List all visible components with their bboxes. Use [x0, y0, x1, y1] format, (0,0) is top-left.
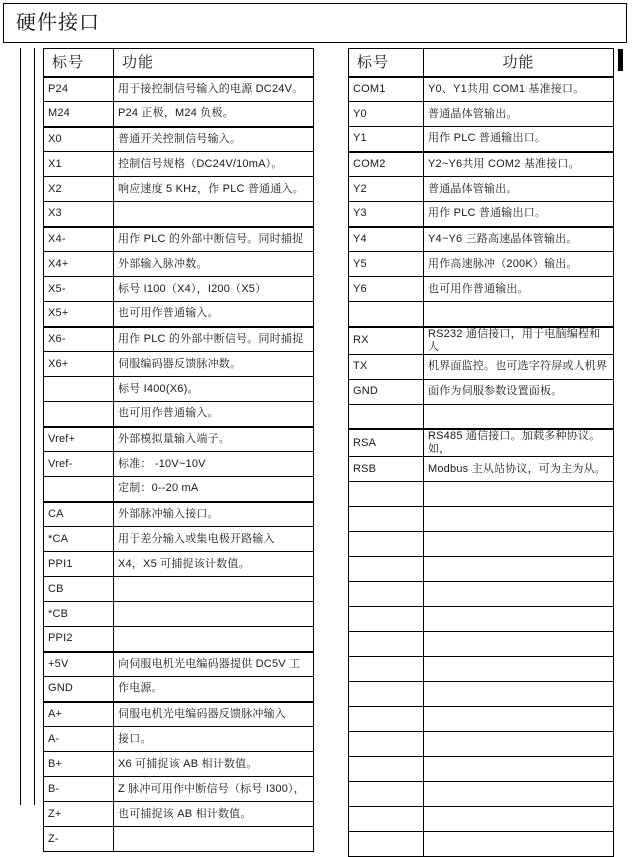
cell-function: P24 正极，M24 负极。: [114, 102, 314, 127]
cell-code: X4+: [44, 252, 114, 277]
cell-function: 面作为伺服参数设置面板。: [424, 379, 614, 404]
cell-code: *CA: [44, 527, 114, 552]
table-row: [349, 832, 614, 857]
cell-code: [44, 402, 114, 427]
cell-function: [424, 557, 614, 582]
table-row: [349, 807, 614, 832]
cell-function: 也可用作普通输入。: [114, 402, 314, 427]
cell-function: 用作 PLC 的外部中断信号。同时捕捉: [114, 327, 314, 352]
cell-code: COM1: [349, 77, 424, 102]
cell-function: Y2~Y6共用 COM2 基准接口。: [424, 152, 614, 177]
table-row: [44, 277, 314, 302]
page-left-rule-inner: [34, 48, 35, 805]
cell-function: 普通晶体管输出。: [424, 102, 614, 127]
cell-function: 伺服编码器反馈脉冲数。: [114, 352, 314, 377]
cell-code: X6+: [44, 352, 114, 377]
cell-code: [349, 782, 424, 807]
table-row: [44, 152, 314, 177]
table-row: [349, 277, 614, 302]
table-row: [349, 77, 614, 102]
cell-code: [349, 582, 424, 607]
table-row: [349, 607, 614, 632]
table-row: [349, 657, 614, 682]
cell-code: RSA: [349, 429, 424, 457]
cell-code: A+: [44, 702, 114, 727]
cell-code: [349, 732, 424, 757]
cell-code: [349, 404, 424, 429]
cell-function: [424, 482, 614, 507]
cell-function: 用作 PLC 普通输出口。: [424, 127, 614, 152]
column-header-code: 标号: [349, 49, 424, 77]
column-header-code: 标号: [44, 49, 114, 77]
cell-code: COM2: [349, 152, 424, 177]
table-row: [349, 757, 614, 782]
table-row: [44, 777, 314, 802]
cell-function: [114, 577, 314, 602]
cell-function: 控制信号规格（DC24V/10mA）。: [114, 152, 314, 177]
cell-code: A-: [44, 727, 114, 752]
table-row: [349, 482, 614, 507]
cell-function: 外部模拟量输入端子。: [114, 427, 314, 452]
table-row: [349, 379, 614, 404]
table-row: [349, 152, 614, 177]
table-row: [44, 727, 314, 752]
cell-function: [424, 507, 614, 532]
table-row: [349, 127, 614, 152]
table-row: [349, 252, 614, 277]
table-row: [349, 429, 614, 457]
cell-code: GND: [44, 677, 114, 702]
cell-code: [349, 532, 424, 557]
cell-code: X4-: [44, 227, 114, 252]
table-row: [349, 227, 614, 252]
cell-function: 外部输入脉冲数。: [114, 252, 314, 277]
table-row: [44, 702, 314, 727]
table-row: [44, 477, 314, 502]
table-row: [44, 652, 314, 677]
cell-code: X5+: [44, 302, 114, 327]
cell-function: 用于差分输入或集电极开路输入: [114, 527, 314, 552]
table-row: [44, 252, 314, 277]
cell-code: [44, 477, 114, 502]
cell-function: X6 可捕捉该 AB 相计数值。: [114, 752, 314, 777]
table-row: [44, 577, 314, 602]
cell-code: [349, 757, 424, 782]
cell-function: 用作 PLC 的外部中断信号。同时捕捉: [114, 227, 314, 252]
cell-function: 机界面监控。也可选字符屏或人机界: [424, 354, 614, 379]
table-row: [44, 127, 314, 152]
cell-function: [424, 532, 614, 557]
cell-function: Y4~Y6 三路高速晶体管输出。: [424, 227, 614, 252]
cell-code: X1: [44, 152, 114, 177]
cell-code: X5-: [44, 277, 114, 302]
cell-function: [424, 657, 614, 682]
table-row: [349, 327, 614, 355]
cell-function: [424, 404, 614, 429]
table-row: [44, 402, 314, 427]
cell-code: CB: [44, 577, 114, 602]
cell-code: P24: [44, 77, 114, 102]
table-row: [349, 532, 614, 557]
page-left-rule: [20, 48, 21, 805]
table-row: [44, 302, 314, 327]
cell-function: [424, 682, 614, 707]
cell-code: X3: [44, 202, 114, 227]
cell-code: B+: [44, 752, 114, 777]
cell-function: [424, 707, 614, 732]
table-header-row: [349, 49, 614, 77]
cell-code: Y5: [349, 252, 424, 277]
cell-code: X2: [44, 177, 114, 202]
cell-code: [349, 832, 424, 857]
cell-function: 普通开关控制信号输入。: [114, 127, 314, 152]
table-row: [349, 582, 614, 607]
table-row: [349, 302, 614, 327]
cell-code: GND: [349, 379, 424, 404]
cell-function: RS232 通信接口，用于电脑编程和人: [424, 327, 614, 355]
table-row: [44, 752, 314, 777]
cell-function: 向伺服电机光电编码器提供 DC5V 工: [114, 652, 314, 677]
cell-code: PPI1: [44, 552, 114, 577]
cell-code: Y0: [349, 102, 424, 127]
table-row: [349, 557, 614, 582]
cell-function: 响应速度 5 KHz，作 PLC 普通通入。: [114, 177, 314, 202]
cell-code: X0: [44, 127, 114, 152]
table-row: [44, 227, 314, 252]
cell-function: Y0、Y1共用 COM1 基准接口。: [424, 77, 614, 102]
cell-code: Y2: [349, 177, 424, 202]
cell-function: [424, 632, 614, 657]
page-title: 硬件接口: [16, 12, 100, 34]
table-row: [349, 202, 614, 227]
cell-code: M24: [44, 102, 114, 127]
cell-code: B-: [44, 777, 114, 802]
cell-function: [424, 302, 614, 327]
cell-code: PPI2: [44, 627, 114, 652]
cell-function: [424, 757, 614, 782]
cell-function: 用作高速脉冲（200K）输出。: [424, 252, 614, 277]
cell-function: [114, 627, 314, 652]
column-header-function: 功能: [114, 49, 314, 77]
cell-code: Y3: [349, 202, 424, 227]
cell-code: Y4: [349, 227, 424, 252]
cell-code: Vref-: [44, 452, 114, 477]
cell-code: +5V: [44, 652, 114, 677]
cell-code: TX: [349, 354, 424, 379]
table-row: [349, 177, 614, 202]
cell-function: 接口。: [114, 727, 314, 752]
cell-function: 用于接控制信号输入的电源 DC24V。: [114, 77, 314, 102]
cell-code: [349, 507, 424, 532]
cell-code: Z-: [44, 827, 114, 852]
table-row: [44, 327, 314, 352]
table-row: [44, 452, 314, 477]
cell-code: Vref+: [44, 427, 114, 452]
cell-function: [114, 602, 314, 627]
cell-code: [349, 657, 424, 682]
cell-code: CA: [44, 502, 114, 527]
cell-code: Y1: [349, 127, 424, 152]
cell-code: Z+: [44, 802, 114, 827]
cell-code: [44, 377, 114, 402]
cell-code: X6-: [44, 327, 114, 352]
table-row: [44, 827, 314, 852]
column-header-function: 功能: [424, 49, 614, 77]
cell-code: *CB: [44, 602, 114, 627]
cell-function: [424, 807, 614, 832]
table-row: [349, 707, 614, 732]
cell-code: [349, 607, 424, 632]
cell-function: 标号 I100（X4），I200（X5）: [114, 277, 314, 302]
cell-function: 标准： -10V~10V: [114, 452, 314, 477]
cell-function: 也可捕捉该 AB 相计数值。: [114, 802, 314, 827]
cell-code: [349, 707, 424, 732]
table-row: [44, 202, 314, 227]
page-edge-marker: [618, 49, 623, 71]
table-row: [44, 352, 314, 377]
table-row: [349, 404, 614, 429]
table-row: [44, 527, 314, 552]
cell-code: [349, 807, 424, 832]
table-row: [44, 802, 314, 827]
cell-function: [424, 607, 614, 632]
cell-code: RSB: [349, 457, 424, 482]
table-row: [44, 552, 314, 577]
cell-function: 外部脉冲输入接口。: [114, 502, 314, 527]
cell-function: 普通晶体管输出。: [424, 177, 614, 202]
cell-function: 作电源。: [114, 677, 314, 702]
cell-function: 定制：0--20 mA: [114, 477, 314, 502]
cell-function: [424, 732, 614, 757]
table-row: [349, 632, 614, 657]
table-row: [44, 627, 314, 652]
cell-function: Modbus 主从站协议，可为主为从。: [424, 457, 614, 482]
table-row: [44, 377, 314, 402]
cell-function: [114, 202, 314, 227]
cell-function: [424, 582, 614, 607]
cell-function: RS485 通信接口。加载多种协议。如，: [424, 429, 614, 457]
cell-code: Y6: [349, 277, 424, 302]
table-row: [44, 427, 314, 452]
cell-code: [349, 302, 424, 327]
hardware-interface-table-right: [348, 48, 614, 857]
table-row: [44, 102, 314, 127]
table-row: [349, 682, 614, 707]
table-header-row: [44, 49, 314, 77]
section-title-box: [3, 3, 627, 43]
table-row: [349, 732, 614, 757]
cell-function: [424, 782, 614, 807]
table-row: [349, 507, 614, 532]
table-row: [349, 354, 614, 379]
hardware-interface-table-left: [43, 48, 314, 852]
cell-function: 伺服电机光电编码器反馈脉冲输入: [114, 702, 314, 727]
table-row: [349, 782, 614, 807]
cell-function: Z 脉冲可用作中断信号（标号 I300），: [114, 777, 314, 802]
table-row: [349, 102, 614, 127]
cell-function: 用作 PLC 普通输出口。: [424, 202, 614, 227]
cell-function: 也可用作普通输出。: [424, 277, 614, 302]
cell-function: [114, 827, 314, 852]
cell-code: [349, 482, 424, 507]
table-row: [44, 177, 314, 202]
cell-code: [349, 682, 424, 707]
cell-function: X4，X5 可捕捉该计数值。: [114, 552, 314, 577]
cell-function: [424, 832, 614, 857]
table-row: [349, 457, 614, 482]
cell-function: 标号 I400(X6)。: [114, 377, 314, 402]
table-row: [44, 677, 314, 702]
cell-function: 也可用作普通输入。: [114, 302, 314, 327]
cell-code: [349, 557, 424, 582]
table-row: [44, 502, 314, 527]
table-row: [44, 602, 314, 627]
cell-code: RX: [349, 327, 424, 355]
table-row: [44, 77, 314, 102]
cell-code: [349, 632, 424, 657]
